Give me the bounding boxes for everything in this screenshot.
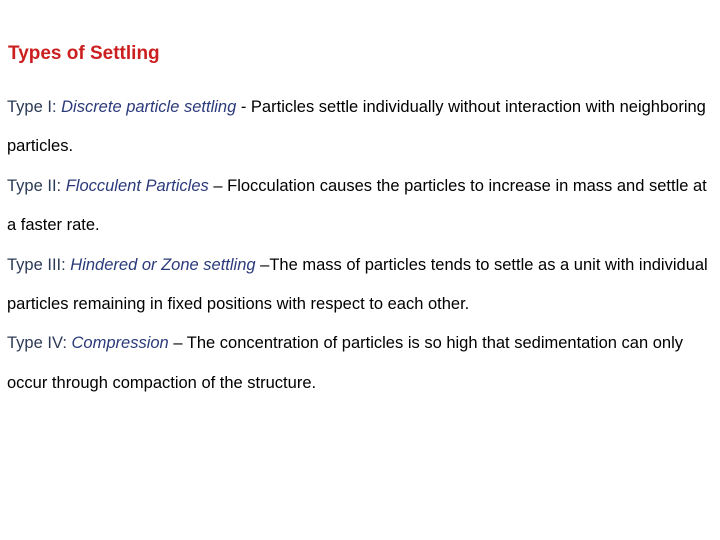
type-label: Type I:: [7, 98, 62, 116]
type-term: Flocculent Particles: [65, 176, 209, 195]
type-term: Discrete particle settling: [61, 98, 237, 116]
settling-type-1: [7, 88, 713, 167]
settling-types-list: [7, 88, 713, 403]
type-label: Type II:: [7, 176, 66, 195]
type-label: Type III:: [7, 255, 71, 274]
type-term: Compression: [71, 334, 169, 353]
type-term: Hindered or Zone settling: [70, 255, 256, 274]
type-description: – Flocculation causes the particles to increase in mass and settle at a faster rate.: [7, 176, 707, 235]
type-label: Type IV:: [7, 334, 72, 353]
settling-type-2: [7, 167, 713, 246]
slide-title: Types of Settling: [8, 43, 160, 64]
settling-type-4: [7, 324, 713, 403]
type-description: –The mass of particles tends to settle as a unit with individual particles remaining in fixed positions with respect to each other.: [7, 255, 708, 314]
type-description: - Particles settle individually without interaction with neighboring particles.: [7, 98, 706, 156]
settling-type-3: [7, 246, 713, 325]
type-description: – The concentration of particles is so high that sedimentation can only occur through compaction of the structure.: [7, 334, 683, 392]
